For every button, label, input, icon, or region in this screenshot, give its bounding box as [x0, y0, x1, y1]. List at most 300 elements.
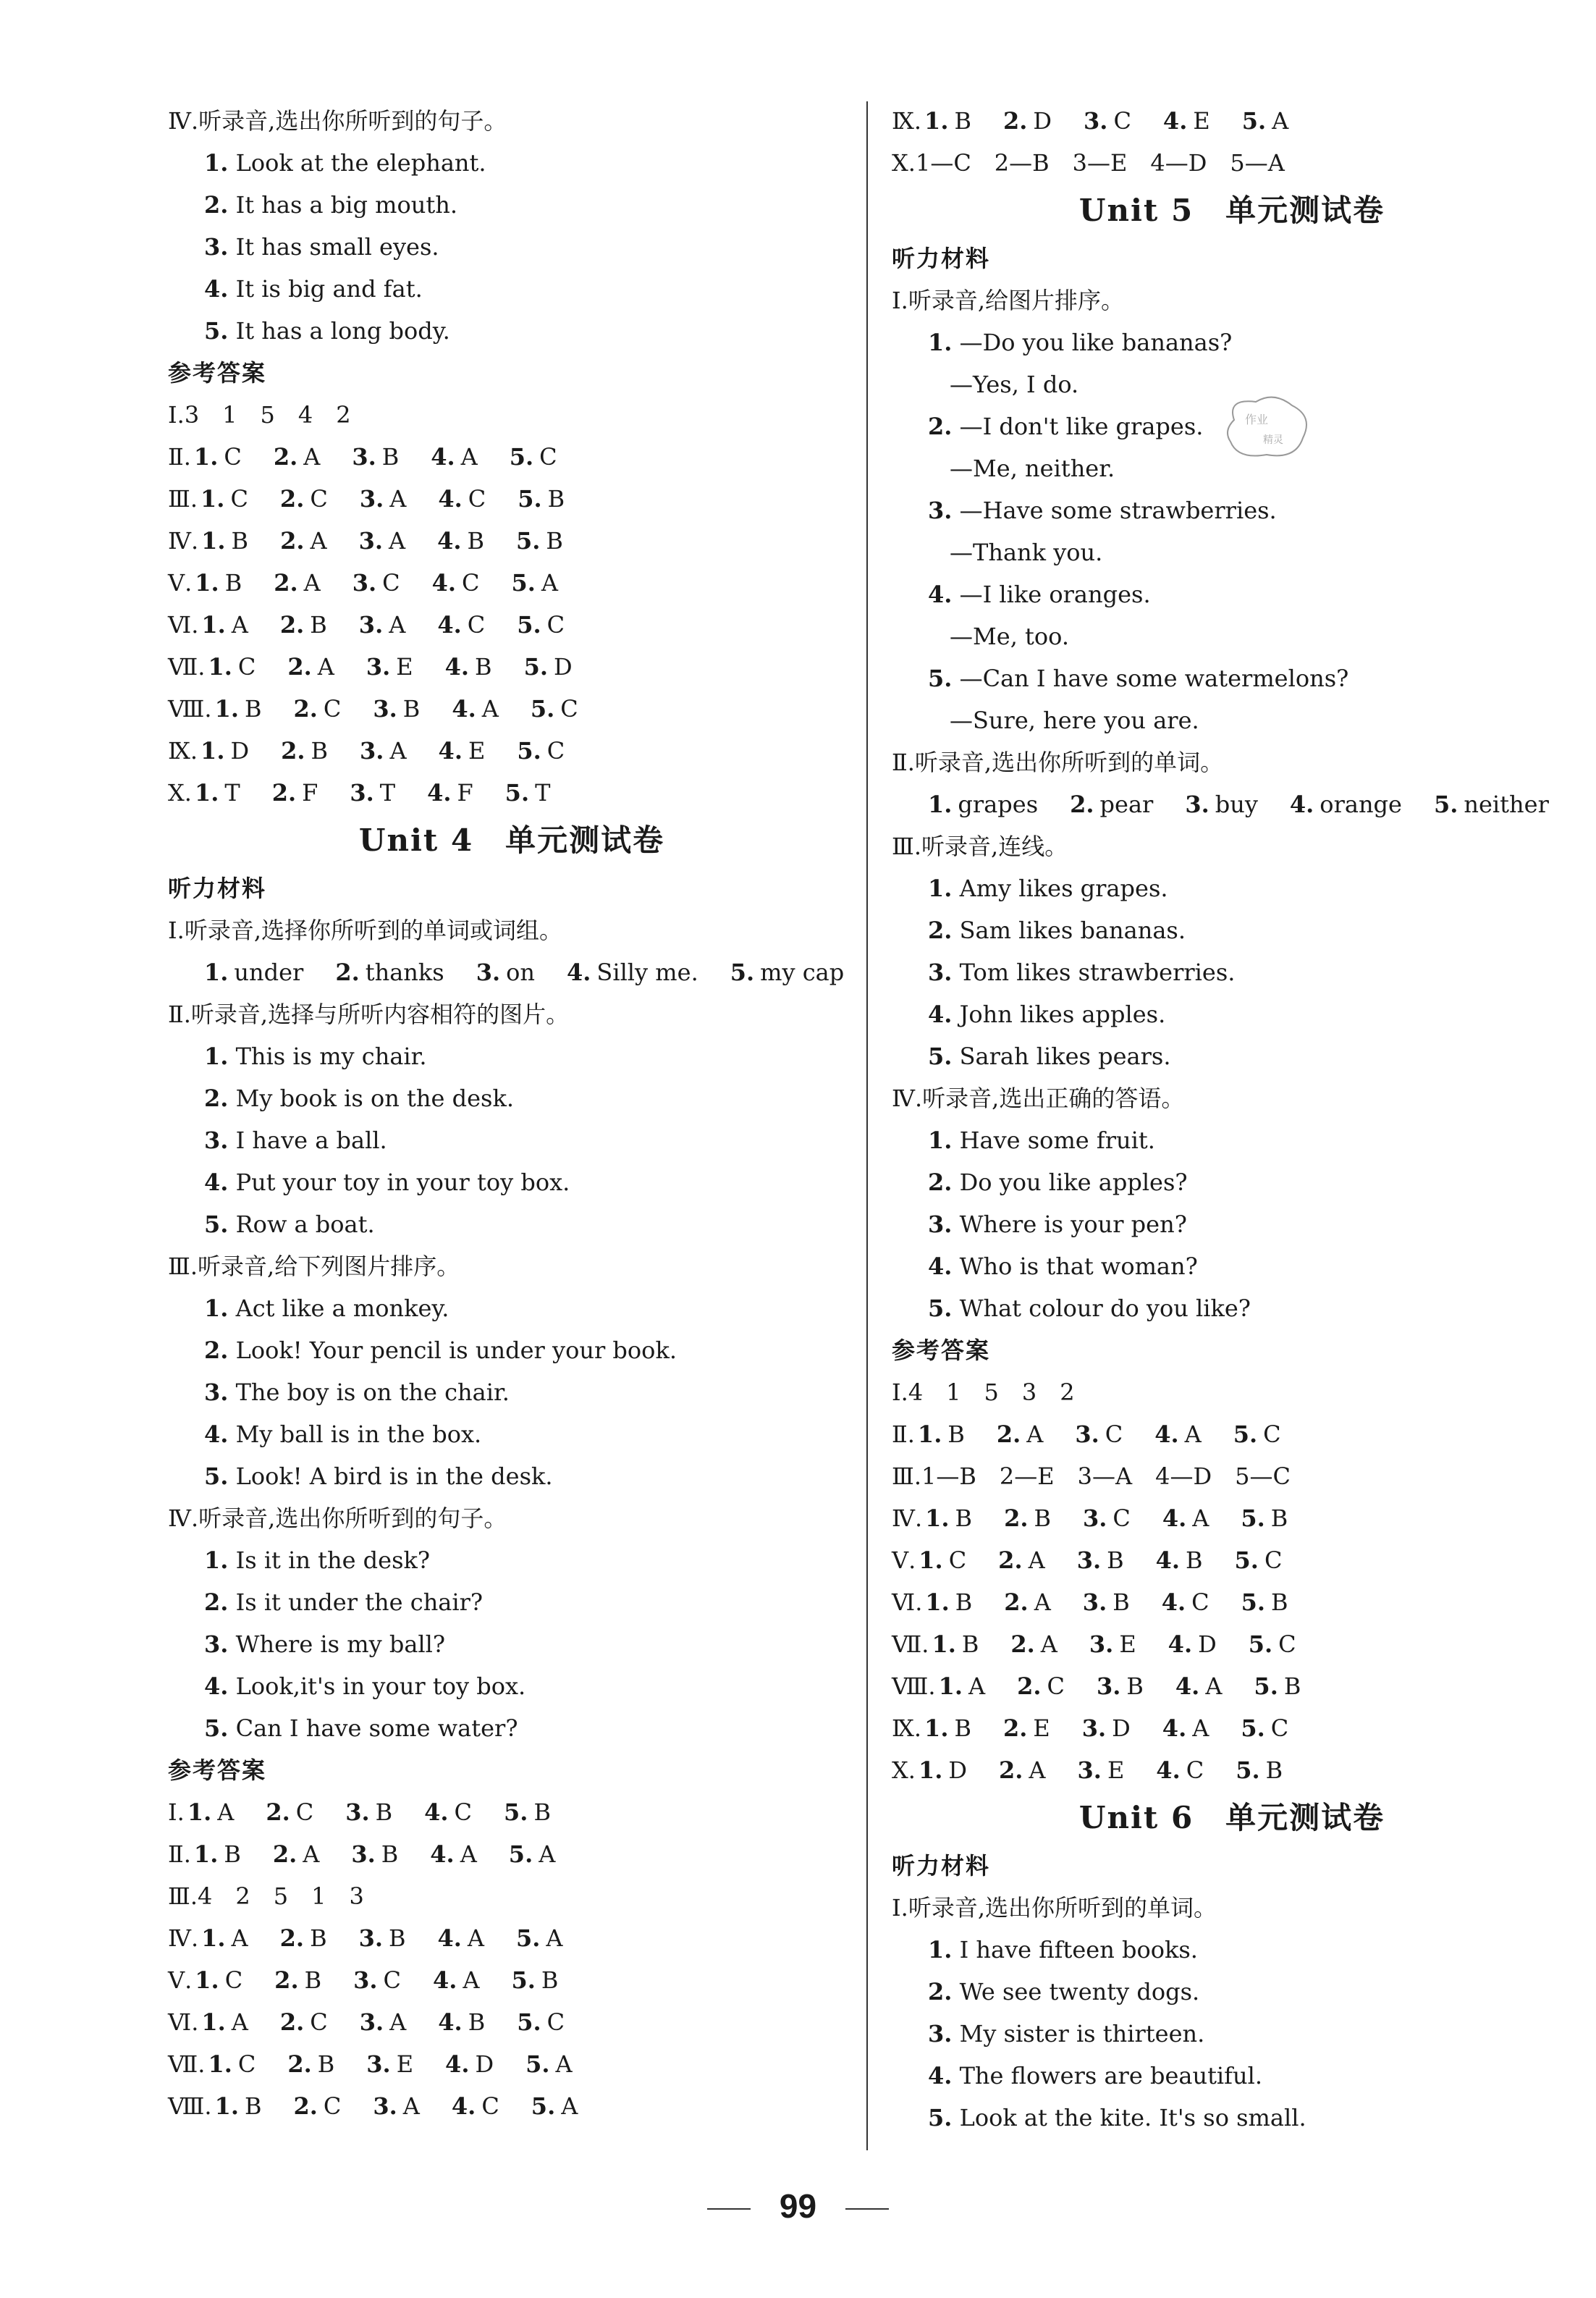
word-option	[567, 951, 714, 993]
list-item	[168, 1161, 856, 1203]
answer-letter: B	[467, 527, 485, 555]
list-item	[168, 1371, 856, 1413]
answer-letter: A	[968, 1672, 986, 1700]
answer-number: 4.	[1162, 1714, 1187, 1742]
option-text: thanks	[365, 959, 444, 986]
list-item	[892, 867, 1572, 909]
word-option	[476, 951, 551, 993]
item-number: 1.	[204, 149, 229, 177]
answer-pair	[366, 2043, 429, 2085]
answer-roman: Ⅵ.	[168, 611, 199, 639]
footer-dash-left	[707, 2208, 751, 2210]
answer-pair	[1082, 1707, 1147, 1749]
answer-line: Ⅰ.3 1 5 4 2	[168, 401, 351, 429]
answer-pair	[1154, 1413, 1217, 1455]
item-text: —I like oranges.	[959, 581, 1151, 608]
answer-letter: B	[224, 569, 242, 597]
item-text: —I don't like grapes.	[959, 413, 1204, 440]
answer-number: 5.	[1241, 1504, 1265, 1532]
answer-number: 1.	[918, 1756, 943, 1784]
answer-number: 3.	[366, 2050, 391, 2078]
answer-letter: A	[460, 1840, 477, 1868]
answer-pair	[924, 1707, 987, 1749]
answer-letter: B	[947, 1421, 965, 1448]
answer-pair	[438, 2001, 501, 2043]
item-text: Can I have some water?	[235, 1714, 518, 1742]
answer-letter: A	[389, 485, 407, 513]
answer-pair	[505, 772, 567, 814]
answer-letter: A	[310, 527, 327, 555]
section-heading: 听力材料	[892, 245, 991, 272]
option-number: 1.	[204, 959, 229, 986]
footer-dash-right	[845, 2208, 889, 2210]
answer-pair	[1162, 1581, 1225, 1623]
item-text: John likes apples.	[959, 1001, 1166, 1028]
answer-roman: Ⅷ.	[892, 1672, 936, 1700]
item-text: It has a big mouth.	[235, 191, 458, 219]
answer-number: 4.	[451, 2092, 476, 2120]
answer-pair	[1097, 1665, 1160, 1707]
answer-pair	[215, 2085, 278, 2127]
answer-line	[168, 1833, 856, 1875]
answer-letter: A	[231, 611, 248, 639]
answer-number: 2.	[266, 1798, 290, 1826]
answer-number: 2.	[293, 695, 318, 723]
answer-pair	[266, 1791, 329, 1833]
answer-line	[892, 1707, 1572, 1749]
answer-pair	[1156, 1749, 1220, 1791]
answer-letter: B	[317, 2050, 335, 2078]
item-text: Look at the elephant.	[235, 149, 486, 177]
list-item	[168, 184, 856, 226]
answer-letter: A	[1192, 1504, 1209, 1532]
answer-number: 2.	[273, 443, 298, 471]
answer-letter: B	[1265, 1756, 1283, 1784]
item-text: Look at the kite. It's so small.	[959, 2104, 1306, 2131]
answer-pair	[438, 1917, 501, 1959]
answer-roman: Ⅷ.	[168, 695, 212, 723]
answer-pair	[1233, 1413, 1297, 1455]
option-text: grapes	[958, 791, 1039, 818]
answer-roman: Ⅲ.	[168, 485, 198, 513]
answer-pair	[1162, 1707, 1225, 1749]
answer-letter: C	[237, 653, 256, 681]
answer-pair	[512, 1959, 575, 2001]
answer-letter: A	[217, 1798, 235, 1826]
answer-letter: C	[310, 485, 328, 513]
answer-pair	[274, 562, 337, 604]
answer-pair	[359, 1917, 422, 1959]
answer-number: 2.	[1002, 107, 1028, 135]
answer-pair	[366, 646, 429, 688]
list-item	[892, 1035, 1572, 1077]
answer-letter: E	[1107, 1756, 1125, 1784]
answer-pair	[360, 730, 423, 772]
option-number: 2.	[1070, 791, 1094, 818]
answer-line	[892, 100, 1572, 142]
answer-number: 3.	[366, 653, 391, 681]
answer-pair	[517, 604, 580, 646]
page-number: 99	[779, 2187, 817, 2225]
item-number: 5.	[204, 1714, 229, 1742]
item-number: 4.	[204, 275, 229, 303]
option-number: 1.	[928, 791, 953, 818]
section-heading: 参考答案	[168, 1756, 267, 1784]
answer-letter: E	[396, 653, 413, 681]
answer-letter: B	[244, 695, 262, 723]
answer-letter: B	[475, 653, 492, 681]
answer-number: 4.	[430, 1840, 455, 1868]
answer-number: 2.	[1002, 1714, 1028, 1742]
item-text: Sarah likes pears.	[959, 1043, 1171, 1070]
item-text: The boy is on the chair.	[235, 1379, 510, 1406]
answer-number: 2.	[279, 1924, 305, 1952]
answer-pair	[427, 772, 489, 814]
item-text: Tom likes strawberries.	[959, 959, 1236, 986]
answer-letter: A	[389, 737, 407, 765]
list-item	[168, 142, 856, 184]
question-heading: Ⅱ.听录音,选出你所听到的单词。	[892, 749, 1224, 776]
answer-letter: C	[1112, 1504, 1131, 1532]
answer-letter: B	[388, 1924, 406, 1952]
page-footer	[0, 2187, 1596, 2226]
answer-number: 3.	[351, 1840, 376, 1868]
answer-letter: B	[1270, 1504, 1288, 1532]
item-number: 2.	[204, 1085, 229, 1112]
list-item	[892, 2013, 1572, 2055]
answer-pair	[925, 1581, 988, 1623]
answer-number: 5.	[518, 485, 542, 513]
answer-letter: B	[381, 443, 400, 471]
answer-pair	[517, 2001, 580, 2043]
list-item	[892, 1245, 1572, 1287]
item-number: 1.	[928, 1936, 953, 1964]
answer-pair	[1249, 1623, 1312, 1665]
answer-roman: Ⅱ.	[168, 443, 191, 471]
answer-pair	[280, 604, 343, 646]
answer-number: 4.	[1162, 107, 1188, 135]
answer-number: 1.	[932, 1630, 956, 1658]
answer-line	[168, 646, 856, 688]
answer-pair	[517, 730, 580, 772]
answer-number: 1.	[201, 527, 226, 555]
question-heading: Ⅲ.听录音,连线。	[892, 833, 1068, 860]
answer-number: 1.	[208, 2050, 232, 2078]
item-number: 4.	[204, 1421, 229, 1448]
answer-pair	[1077, 1539, 1140, 1581]
answer-pair	[1083, 1497, 1147, 1539]
answer-letter: B	[541, 1966, 559, 1994]
answer-pair	[350, 772, 411, 814]
answer-number: 3.	[1089, 1630, 1114, 1658]
answer-letter: A	[1205, 1672, 1223, 1700]
answer-pair	[280, 478, 344, 520]
section-heading: 听力材料	[168, 875, 267, 902]
answer-roman: Ⅴ.	[892, 1546, 916, 1574]
answer-pair	[510, 436, 573, 478]
answer-number: 2.	[1004, 1588, 1029, 1616]
answer-roman: Ⅶ.	[168, 2050, 206, 2078]
answer-letter: B	[954, 1714, 971, 1742]
answer-letter: B	[1186, 1546, 1203, 1574]
answer-number: 1.	[201, 1924, 226, 1952]
answer-number: 5.	[525, 2050, 550, 2078]
answer-number: 5.	[508, 1840, 533, 1868]
list-item	[168, 1413, 856, 1455]
answer-pair	[273, 1833, 336, 1875]
answer-pair	[352, 562, 416, 604]
answer-roman: Ⅸ.	[892, 107, 922, 135]
answer-line	[168, 688, 856, 730]
answer-pair	[208, 646, 271, 688]
answer-number: 2.	[272, 1840, 297, 1868]
item-text: What colour do you like?	[959, 1295, 1251, 1322]
answer-pair	[997, 1413, 1060, 1455]
answer-pair	[1175, 1665, 1238, 1707]
answer-line	[168, 1959, 856, 2001]
item-number: 5.	[204, 1211, 229, 1238]
answer-letter: B	[402, 695, 421, 723]
answer-pair	[924, 100, 987, 142]
answer-letter: D	[948, 1756, 968, 1784]
answer-number: 3.	[360, 737, 384, 765]
question-heading: Ⅳ.听录音,选出正确的答语。	[892, 1085, 1185, 1112]
answer-number: 2.	[287, 2050, 312, 2078]
answer-line	[168, 2043, 856, 2085]
answer-pair	[999, 1749, 1062, 1791]
answer-letter: A	[388, 527, 406, 555]
answer-pair	[359, 520, 422, 562]
answer-pair	[201, 1917, 264, 1959]
answer-letter: A	[1026, 1421, 1044, 1448]
answer-number: 2.	[279, 485, 305, 513]
list-item	[168, 1539, 856, 1581]
answer-number: 3.	[359, 2008, 384, 2036]
list-item	[168, 1287, 856, 1329]
item-number: 1.	[204, 1546, 229, 1574]
item-number: 5.	[204, 1462, 229, 1490]
list-item	[168, 1077, 856, 1119]
answer-number: 4.	[438, 2008, 463, 2036]
answer-letter: T	[379, 779, 396, 807]
answer-letter: C	[539, 443, 557, 471]
answer-number: 5.	[1248, 1630, 1273, 1658]
option-text: pear	[1099, 791, 1154, 818]
answer-letter: A	[1028, 1546, 1045, 1574]
item-number: 5.	[928, 665, 953, 692]
answer-line	[168, 2085, 856, 2127]
answer-number: 2.	[271, 779, 297, 807]
answer-number: 4.	[1156, 1756, 1181, 1784]
list-item	[892, 951, 1572, 993]
answer-letter: A	[303, 569, 321, 597]
option-number: 4.	[567, 959, 591, 986]
answer-line: Ⅹ.1—C 2—B 3—E 4—D 5—A	[892, 149, 1285, 177]
answer-letter: B	[468, 2008, 486, 2036]
answer-letter: E	[1119, 1630, 1136, 1658]
answer-number: 1.	[917, 1421, 942, 1448]
answer-pair	[200, 478, 264, 520]
answer-letter: A	[1040, 1630, 1057, 1658]
answer-number: 1.	[924, 1714, 949, 1742]
answer-roman: Ⅳ.	[892, 1504, 923, 1532]
answer-pair	[518, 478, 580, 520]
answer-letter: E	[468, 737, 486, 765]
item-text: Where is your pen?	[959, 1211, 1187, 1238]
answer-line: Ⅰ.4 1 5 3 2	[892, 1379, 1075, 1406]
item-number: 1.	[928, 875, 953, 902]
item-number: 1.	[204, 1295, 229, 1322]
answer-pair	[452, 2085, 515, 2127]
answer-number: 5.	[531, 2092, 556, 2120]
item-text: My ball is in the box.	[235, 1421, 482, 1448]
answer-letter: A	[561, 2092, 578, 2120]
answer-letter: C	[383, 1966, 401, 1994]
item-number: 5.	[204, 317, 229, 345]
option-text: Silly me.	[596, 959, 698, 986]
answer-number: 4.	[1154, 1421, 1179, 1448]
item-number: 2.	[928, 917, 953, 944]
answer-pair	[194, 1833, 257, 1875]
option-number: 5.	[730, 959, 755, 986]
answer-letter: A	[1029, 1756, 1046, 1784]
answer-number: 1.	[925, 1588, 950, 1616]
list-item	[168, 1119, 856, 1161]
unit-title: Unit 4 单元测试卷	[358, 822, 665, 858]
answer-letter: B	[961, 1630, 979, 1658]
list-item	[892, 573, 1572, 615]
answer-pair	[1004, 1581, 1067, 1623]
answer-letter: E	[1033, 1714, 1050, 1742]
item-number: 5.	[928, 1295, 953, 1322]
answer-pair	[280, 520, 343, 562]
option-text: buy	[1215, 791, 1258, 818]
answer-number: 4.	[432, 1966, 457, 1994]
answer-number: 1.	[195, 1966, 219, 1994]
answer-number: 4.	[438, 485, 463, 513]
answer-line: Ⅲ.1—B 2—E 3—A 4—D 5—C	[892, 1462, 1291, 1490]
answer-letter: E	[1193, 107, 1210, 135]
answer-letter: A	[539, 1840, 556, 1868]
answer-letter: A	[303, 1840, 320, 1868]
answer-pair	[439, 730, 502, 772]
answer-number: 2.	[287, 653, 312, 681]
list-item	[892, 909, 1572, 951]
answer-number: 5.	[1241, 1588, 1266, 1616]
answer-line	[168, 772, 856, 814]
item-text: It has a long body.	[235, 317, 450, 345]
answer-number: 4.	[437, 611, 462, 639]
answer-letter: B	[1126, 1672, 1144, 1700]
answer-number: 5.	[516, 1924, 541, 1952]
word-list	[892, 783, 1572, 825]
answer-number: 5.	[1254, 1672, 1278, 1700]
item-number: 5.	[928, 2104, 953, 2131]
left-column	[168, 100, 856, 2127]
answer-number: 3.	[352, 443, 376, 471]
answer-pair	[516, 520, 579, 562]
answer-letter: C	[546, 737, 565, 765]
answer-letter: D	[1112, 1714, 1131, 1742]
answer-pair	[524, 646, 588, 688]
answer-pair	[1242, 100, 1305, 142]
answer-letter: C	[546, 611, 565, 639]
word-option	[1070, 783, 1169, 825]
answer-letter: D	[1033, 107, 1052, 135]
answer-letter: B	[1283, 1672, 1301, 1700]
answer-pair	[430, 1833, 493, 1875]
answer-pair	[525, 2043, 588, 2085]
question-heading: Ⅰ.听录音,选出你所听到的单词。	[892, 1894, 1217, 1922]
answer-number: 5.	[517, 2008, 541, 2036]
answer-letter: C	[481, 2092, 499, 2120]
item-text: Look! Your pencil is under your book.	[235, 1337, 677, 1364]
item-text: We see twenty dogs.	[959, 1978, 1200, 2006]
item-number: 4.	[204, 1169, 229, 1196]
answer-line	[892, 1539, 1572, 1581]
list-item	[168, 1623, 856, 1665]
answer-letter: T	[535, 779, 551, 807]
item-text: Act like a monkey.	[235, 1295, 449, 1322]
answer-pair	[195, 562, 258, 604]
option-text: my cap	[760, 959, 845, 986]
answer-letter: T	[224, 779, 240, 807]
answer-letter: C	[1191, 1588, 1209, 1616]
list-item	[168, 1581, 856, 1623]
item-text: Put your toy in your toy box.	[235, 1169, 570, 1196]
section-heading: 参考答案	[892, 1337, 991, 1364]
list-item	[892, 1287, 1572, 1329]
answer-number: 3.	[1082, 1588, 1107, 1616]
answer-number: 5.	[504, 779, 530, 807]
answer-pair	[353, 1959, 417, 2001]
answer-pair	[939, 1665, 1002, 1707]
answer-number: 1.	[195, 569, 219, 597]
answer-letter: C	[224, 1966, 243, 1994]
unit-title: Unit 6 单元测试卷	[1078, 1800, 1385, 1835]
answer-roman: Ⅸ.	[892, 1714, 922, 1742]
answer-letter: F	[302, 779, 318, 807]
answer-pair	[272, 772, 334, 814]
answer-line	[168, 520, 856, 562]
answer-pair	[1003, 100, 1068, 142]
dialogue-reply: —Yes, I do.	[950, 371, 1079, 398]
answer-letter: C	[382, 569, 400, 597]
answer-pair	[1084, 100, 1147, 142]
answer-pair	[280, 2001, 344, 2043]
dialogue-reply: —Me, too.	[950, 623, 1070, 650]
answer-number: 3.	[1096, 1672, 1121, 1700]
answer-pair	[1003, 1707, 1066, 1749]
answer-letter: B	[533, 1798, 551, 1826]
item-text: It has small eyes.	[235, 233, 439, 261]
answer-roman: Ⅵ.	[892, 1588, 923, 1616]
item-text: —Can I have some watermelons?	[959, 665, 1349, 692]
answer-number: 5.	[516, 527, 541, 555]
answer-line	[892, 1497, 1572, 1539]
answer-number: 4.	[444, 653, 470, 681]
answer-letter: A	[541, 569, 559, 597]
answer-number: 4.	[1161, 1588, 1186, 1616]
answer-letter: A	[402, 2092, 420, 2120]
answer-number: 2.	[281, 737, 305, 765]
item-number: 3.	[204, 1127, 229, 1154]
list-item	[892, 1971, 1572, 2013]
option-text: under	[234, 959, 304, 986]
answer-roman: Ⅹ.	[168, 779, 192, 807]
question-heading: Ⅳ.听录音,选出你所听到的句子。	[168, 1504, 507, 1532]
option-text: orange	[1320, 791, 1402, 818]
